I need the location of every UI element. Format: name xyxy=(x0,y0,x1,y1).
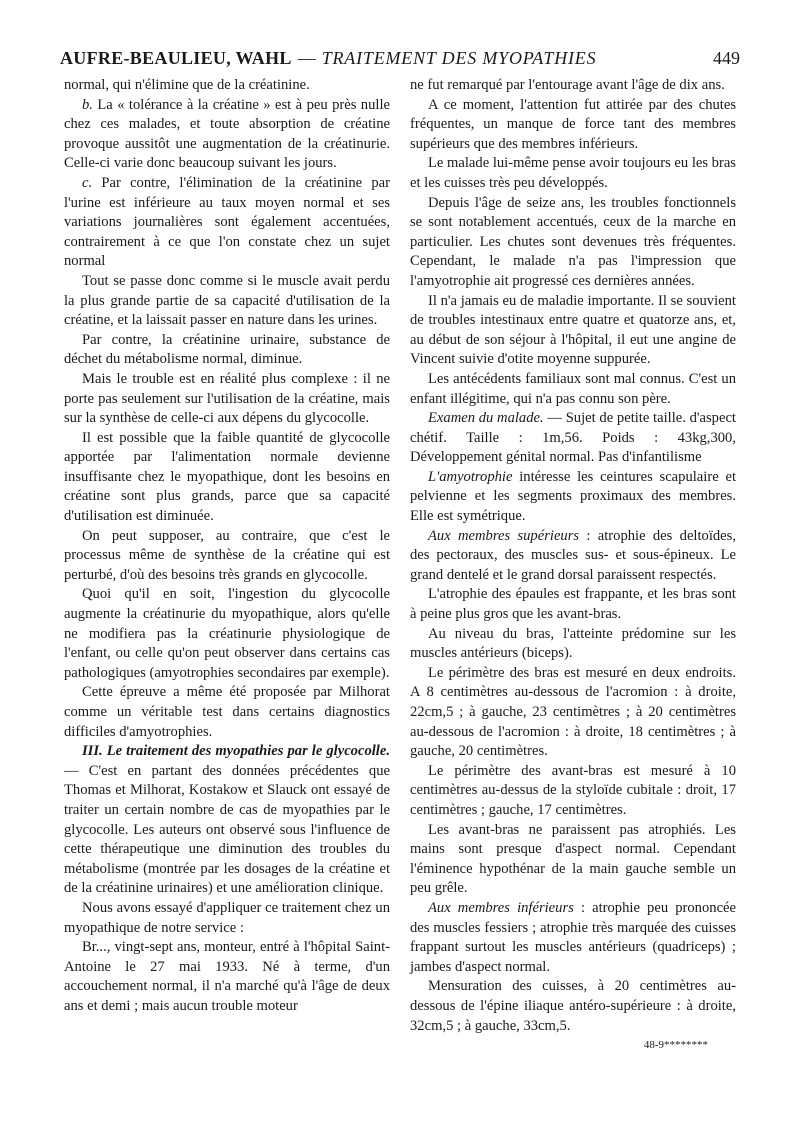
paragraph xyxy=(410,194,736,292)
paragraph-text: La « tolérance à la créatine » est à peu près nulle chez ces malades, et toute absorption de créatine provoque aussitôt une augmentation de la créatinurie. Celle-ci varie donc beaucoup suivant les jours. xyxy=(64,96,390,172)
paragraph-text: Nous avons essayé d'appliquer ce traitement chez un myopathique de notre service : xyxy=(64,899,390,936)
paragraph xyxy=(410,585,736,624)
paragraph xyxy=(64,938,390,1016)
paragraph xyxy=(410,821,736,899)
paragraph xyxy=(410,292,736,370)
paragraph-text: Il n'a jamais eu de maladie importante. Il se souvient de troubles intestinaux entre quatre et quatorze ans, et, au début de son séjour à l'hôpital, il eut une angine de Vincent suivie d'otite moyenne suppurée. xyxy=(410,292,736,368)
paragraph-text: — Sujet de petite taille. d'aspect chétif. Taille : 1m,56. Poids : 43kg,300, Développement génital normal. Pas d'infantilisme xyxy=(410,410,736,466)
paragraph-text: Par contre, la créatinine urinaire, substance de déchet du métabolisme normal, diminue. xyxy=(64,331,390,368)
paragraph-text: intéresse les ceintures scapulaire et pelvienne et les segments proximaux des membres. Elle est symétrique. xyxy=(410,468,736,525)
paragraph xyxy=(410,370,736,409)
paragraph-text: Mensuration des cuisses, à 20 centimètres au-dessous de l'épine iliaque antéro-supérieure : à droite, 32cm,5 ; à gauche, 33cm,5. xyxy=(410,978,736,1034)
header-dash: — xyxy=(297,48,316,68)
paragraph-text: Mais le trouble est en réalité plus complexe : il ne porte pas seulement sur l'utilisation de la créatine, mais sur la synthèse de celle-ci aux dépens du glycocolle. xyxy=(64,370,390,427)
paragraph xyxy=(64,370,390,429)
paragraph-text: Br..., vingt-sept ans, monteur, entré à l'hôpital Saint-Antoine le 27 mai 1933. Né à terme, d'un accouchement normal, il n'a marché qu'à l'âge de deux ans et demi ; mais aucun trouble moteur xyxy=(64,939,390,1014)
paragraph-text: Depuis l'âge de seize ans, les troubles fonctionnels se sont notablement accentués, ceux de la marche en particulier. Les chutes sont devenues très fréquentes. Cependant, le malade n'a pas l'impression que l'amyotrophie ait progressé ces dernières années. xyxy=(410,194,736,289)
paragraph-lead: Aux membres supérieurs xyxy=(428,527,580,544)
paragraph xyxy=(410,899,736,977)
paragraph-text: Par contre, l'élimination de la créatinine par l'urine est inférieure au taux moyen normal et ses variations journalières sont également accentuées, contrairement à ce que l'on constate chez un sujet normal xyxy=(64,174,390,270)
section-heading: III. Le traitement des myopathies par le glycocolle. xyxy=(82,743,390,760)
paragraph-text: Le périmètre des avant-bras est mesuré à 10 centimètres au-dessus de la styloïde cubitale : droit, 17 centimètres ; gauche, 17 centimètres. xyxy=(410,762,736,818)
paragraph-lead: L'amyotrophie xyxy=(428,468,513,485)
paragraph-text: Il est possible que la faible quantité de glycocolle apportée par l'alimentation normale devienne insuffisante chez le myopathique, dont les besoins en créatine sont plus grands, parce que sa capacité d'utilisation est diminuée. xyxy=(64,429,390,525)
running-header xyxy=(60,44,740,72)
paragraph xyxy=(64,429,390,527)
paragraph-text: Quoi qu'il en soit, l'ingestion du glycocolle augmente la créatinurie du myopathique, alors qu'elle ne modifiera pas la créatinurie physiologique de l'enfant, ou celle qu'on peut observer dans certains cas pathologiques (amyotrophies secondaires par exemple). xyxy=(64,586,390,681)
paragraph-text: On peut supposer, au contraire, que c'est le processus même de synthèse de la créatine qui est perturbé, d'où des besoins très grands en glycocolle. xyxy=(64,527,390,583)
printer-signature: 48-9******** xyxy=(643,1039,708,1052)
paragraph-text: ne fut remarqué par l'entourage avant l'âge de dix ans. xyxy=(410,77,725,93)
paragraph-text: Les antécédents familiaux sont mal connus. C'est un enfant illégitime, qui n'a pas connu son père. xyxy=(410,370,736,407)
paragraph xyxy=(410,409,736,468)
paragraph-text: Tout se passe donc comme si le muscle avait perdu la plus grande partie de sa capacité d'utilisation de la créatine, et la laissait passer en nature dans les urines. xyxy=(64,272,390,329)
header-title: TRAITEMENT DES MYOPATHIES xyxy=(321,48,597,68)
paragraph xyxy=(410,625,736,664)
paragraph xyxy=(410,468,736,527)
paragraph-lead: b. xyxy=(82,96,93,113)
paragraph-lead: c. xyxy=(82,174,93,191)
paragraph-text: A ce moment, l'attention fut attirée par des chutes fréquentes, un manque de force tant des membres supérieurs que des membres inférieurs. xyxy=(410,96,736,152)
paragraph xyxy=(410,76,736,96)
paragraph xyxy=(410,664,736,762)
paragraph-text: normal, qui n'élimine que de la créatinine. xyxy=(64,77,310,93)
right-column xyxy=(410,76,736,1052)
paragraph xyxy=(410,762,736,821)
paragraph xyxy=(64,96,390,174)
paragraph xyxy=(64,174,390,272)
paragraph xyxy=(410,154,736,193)
paragraph xyxy=(64,76,390,96)
paragraph-lead: Aux membres inférieurs xyxy=(428,899,574,916)
paragraph-text: L'atrophie des épaules est frappante, et les bras sont à peine plus gros que les avant-bras. xyxy=(410,586,736,623)
paragraph-text: — C'est en partant des données précédentes que Thomas et Milhorat, Kostakow et Slauck ont essayé de traiter un certain nombre de cas de myopathies par le glycocolle. Les auteurs ont observé sous l'influence de cette thérapeutique une diminution des troubles du métabolisme (montrée par les dosages de la créatine et de la créatinine urinaires) et une amélioration clinique. xyxy=(64,762,390,897)
paragraph-text: Le périmètre des bras est mesuré en deux endroits. A 8 centimètres au-dessous de l'acromion : à droite, 22cm,5 ; à gauche, 23 centimètres ; à 20 centimètres au-dessous de l'acromion : à droite, 18 centimètres ; à gauche, 20 centimètres. xyxy=(410,664,736,760)
paragraph-text: : atrophie peu prononcée des muscles fessiers ; atrophie très marquée des cuisses frappant surtout les muscles antérieurs (quadriceps) ; jambes d'aspect normal. xyxy=(410,899,737,975)
paragraph-text: Au niveau du bras, l'atteinte prédomine sur les muscles antérieurs (biceps). xyxy=(410,625,736,662)
left-column xyxy=(64,76,390,1017)
paragraph xyxy=(64,331,390,370)
paragraph-lead: Examen du malade. xyxy=(428,410,544,427)
paragraph xyxy=(410,977,736,1036)
paragraph xyxy=(410,96,736,155)
paragraph xyxy=(64,272,390,331)
header-authors: AUFRE-BEAULIEU, WAHL xyxy=(60,48,292,68)
paragraph xyxy=(64,899,390,938)
paragraph xyxy=(64,527,390,586)
page-number: 449 xyxy=(713,48,740,68)
paragraph-text: Cette épreuve a même été proposée par Milhorat comme un véritable test dans certains diagnostics difficiles d'amyotrophies. xyxy=(64,684,390,740)
paragraph xyxy=(64,742,390,899)
paragraph xyxy=(410,527,736,586)
paragraph-text: Les avant-bras ne paraissent pas atrophiés. Les mains sont presque d'aspect normal. Cependant l'éminence hypothénar de la main gauche semble un peu grêle. xyxy=(410,821,736,897)
paragraph-text: : atrophie des deltoïdes, des pectoraux, des muscles sus- et sous-épineux. Le grand dentelé et le grand dorsal paraissent respectés. xyxy=(410,527,736,583)
paragraph xyxy=(64,585,390,683)
paragraph xyxy=(64,683,390,742)
paragraph-text: Le malade lui-même pense avoir toujours eu les bras et les cuisses très peu développés. xyxy=(410,155,736,191)
